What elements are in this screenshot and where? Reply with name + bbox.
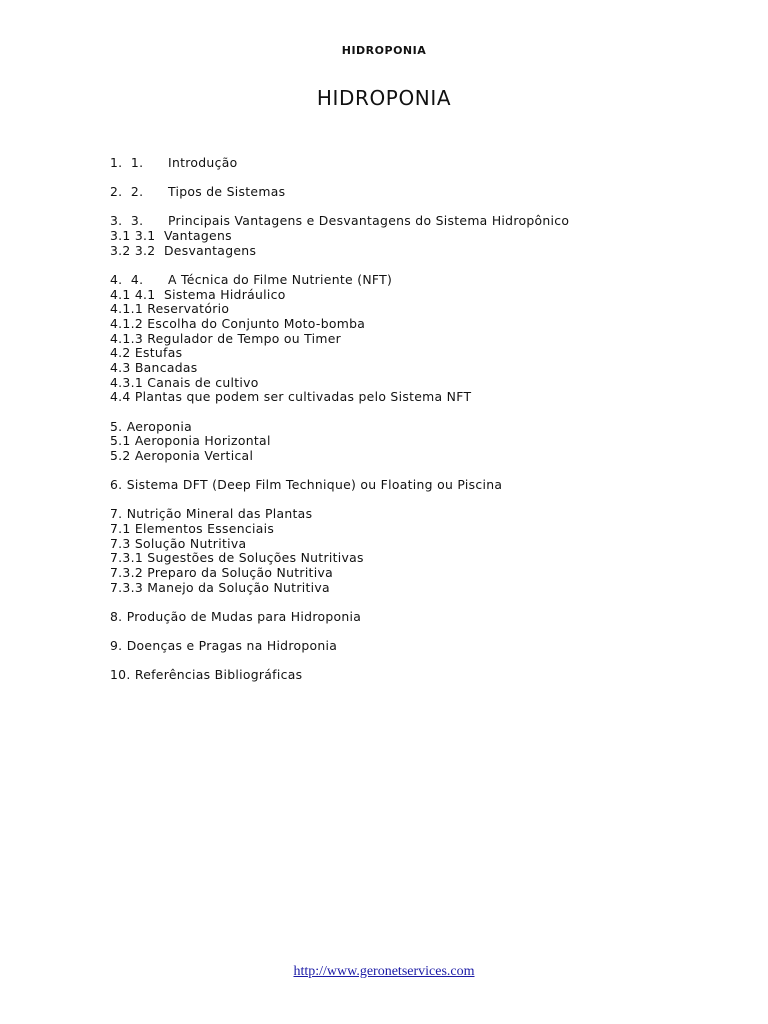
toc-entry-number: 7.3.1 (110, 550, 144, 566)
toc-entry-number: 9. (110, 638, 123, 654)
toc-section (110, 273, 730, 405)
toc-entry (110, 478, 730, 493)
toc-entry-title: Referências Bibliográficas (134, 667, 303, 683)
toc-entry (110, 244, 730, 259)
toc-entry-title: Sistema Hidráulico (163, 286, 286, 302)
toc-section (110, 668, 730, 683)
page-footer (0, 964, 768, 980)
running-header: HIDROPONIA (341, 44, 427, 57)
toc-entry-number: 5.2 (110, 448, 131, 463)
toc-entry (110, 566, 730, 581)
toc-entry (110, 346, 730, 361)
toc-entry (110, 229, 730, 244)
toc-entry-number: 1. 1. (110, 155, 144, 170)
toc-entry (110, 332, 730, 347)
toc-section (110, 156, 730, 171)
toc-entry-title: Doenças e Pragas na Hidroponia (126, 638, 338, 654)
toc-entry-number: 4.3 (110, 360, 131, 376)
toc-entry-number: 5. (110, 418, 123, 434)
toc-entry (110, 537, 730, 552)
toc-entry-title: Regulador de Tempo ou Timer (147, 330, 342, 346)
toc-entry (110, 639, 730, 654)
toc-entry (110, 361, 730, 376)
toc-entry-title: Produção de Mudas para Hidroponia (126, 609, 362, 624)
toc-entry-title: Sugestões de Soluções Nutritivas (147, 550, 364, 566)
toc-entry (110, 610, 730, 625)
page-title: HIDROPONIA (316, 86, 452, 110)
toc-entry-title: Elementos Essenciais (134, 521, 275, 537)
toc-entry-title: Canais de cultivo (147, 374, 259, 390)
toc-entry-number: 3. 3. (110, 213, 144, 229)
toc-entry (110, 302, 730, 317)
toc-entry-number: 7.3.3 (110, 579, 144, 595)
toc-entry-number: 7.3 (110, 535, 131, 551)
toc-section (110, 478, 730, 493)
toc-entry (110, 288, 730, 303)
toc-entry-title: Bancadas (134, 360, 198, 376)
toc-entry-title: Solução Nutritiva (134, 535, 247, 551)
toc-entry-title: Aeroponia Vertical (134, 448, 254, 463)
toc-entry-number: 6. (110, 477, 123, 493)
toc-entry (110, 581, 730, 596)
toc-entry-title: Plantas que podem ser cultivadas pelo Sistema NFT (134, 389, 472, 405)
toc-entry (110, 214, 730, 229)
toc-entry-number: 3.2 3.2 (110, 242, 160, 258)
toc-entry-title: Desvantagens (163, 242, 257, 258)
toc-entry (110, 420, 730, 435)
toc-entry-number: 4. 4. (110, 271, 144, 287)
toc-section (110, 420, 730, 464)
toc-entry-number: 4.1 4.1 (110, 286, 160, 302)
toc-entry-number: 4.3.1 (110, 374, 144, 390)
toc-entry (110, 522, 730, 537)
toc-entry-number: 2. 2. (110, 184, 144, 200)
toc-section (110, 185, 730, 200)
toc-entry-number: 10. (110, 667, 131, 683)
toc-entry (110, 390, 730, 405)
toc-entry-title: Tipos de Sistemas (168, 184, 286, 200)
toc-entry-title: Reservatório (147, 301, 230, 317)
toc-entry (110, 317, 730, 332)
toc-entry-number: 3.1 3.1 (110, 228, 160, 244)
toc-entry-title: Manejo da Solução Nutritiva (147, 579, 330, 595)
toc-entry-title: Vantagens (163, 228, 232, 244)
toc-entry-number: 4.4 (110, 389, 131, 405)
toc-entry (110, 507, 730, 522)
toc-entry-number: 7.1 (110, 521, 131, 537)
toc-section (110, 639, 730, 654)
toc-section (110, 610, 730, 625)
toc-entry-number: 5.1 (110, 433, 131, 449)
toc-entry (110, 668, 730, 683)
toc-entry-number: 7.3.2 (110, 565, 144, 581)
toc-entry-number: 8. (110, 609, 123, 624)
toc-entry-title: Escolha do Conjunto Moto-bomba (147, 316, 366, 331)
toc-entry (110, 185, 730, 200)
toc-entry (110, 273, 730, 288)
toc-entry (110, 551, 730, 566)
toc-entry-title: Estufas (134, 345, 183, 361)
toc-entry (110, 156, 730, 171)
toc-entry-title: Sistema DFT (Deep Film Technique) ou Floating ou Piscina (126, 477, 503, 493)
toc-entry-title: Aeroponia Horizontal (134, 433, 271, 449)
toc-entry-title: Nutrição Mineral das Plantas (126, 506, 313, 522)
toc-section (110, 507, 730, 595)
toc-entry-number: 4.2 (110, 345, 131, 361)
toc-entry-title: A Técnica do Filme Nutriente (NFT) (168, 271, 393, 287)
toc-entry-number: 4.1.1 (110, 301, 144, 317)
toc-entry (110, 434, 730, 449)
toc-entry-title: Aeroponia (126, 418, 193, 434)
table-of-contents (110, 156, 730, 698)
toc-entry-title: Principais Vantagens e Desvantagens do Sistema Hidropônico (168, 213, 570, 229)
toc-entry-number: 4.1.2 (110, 316, 144, 331)
toc-entry-title: Introdução (168, 155, 238, 170)
toc-entry-number: 4.1.3 (110, 330, 144, 346)
toc-section (110, 214, 730, 258)
toc-entry (110, 376, 730, 391)
toc-entry-title: Preparo da Solução Nutritiva (147, 565, 333, 581)
toc-entry-number: 7. (110, 506, 123, 522)
footer-website-link[interactable]: http://www.geronetservices.com (293, 964, 475, 979)
toc-entry (110, 449, 730, 464)
